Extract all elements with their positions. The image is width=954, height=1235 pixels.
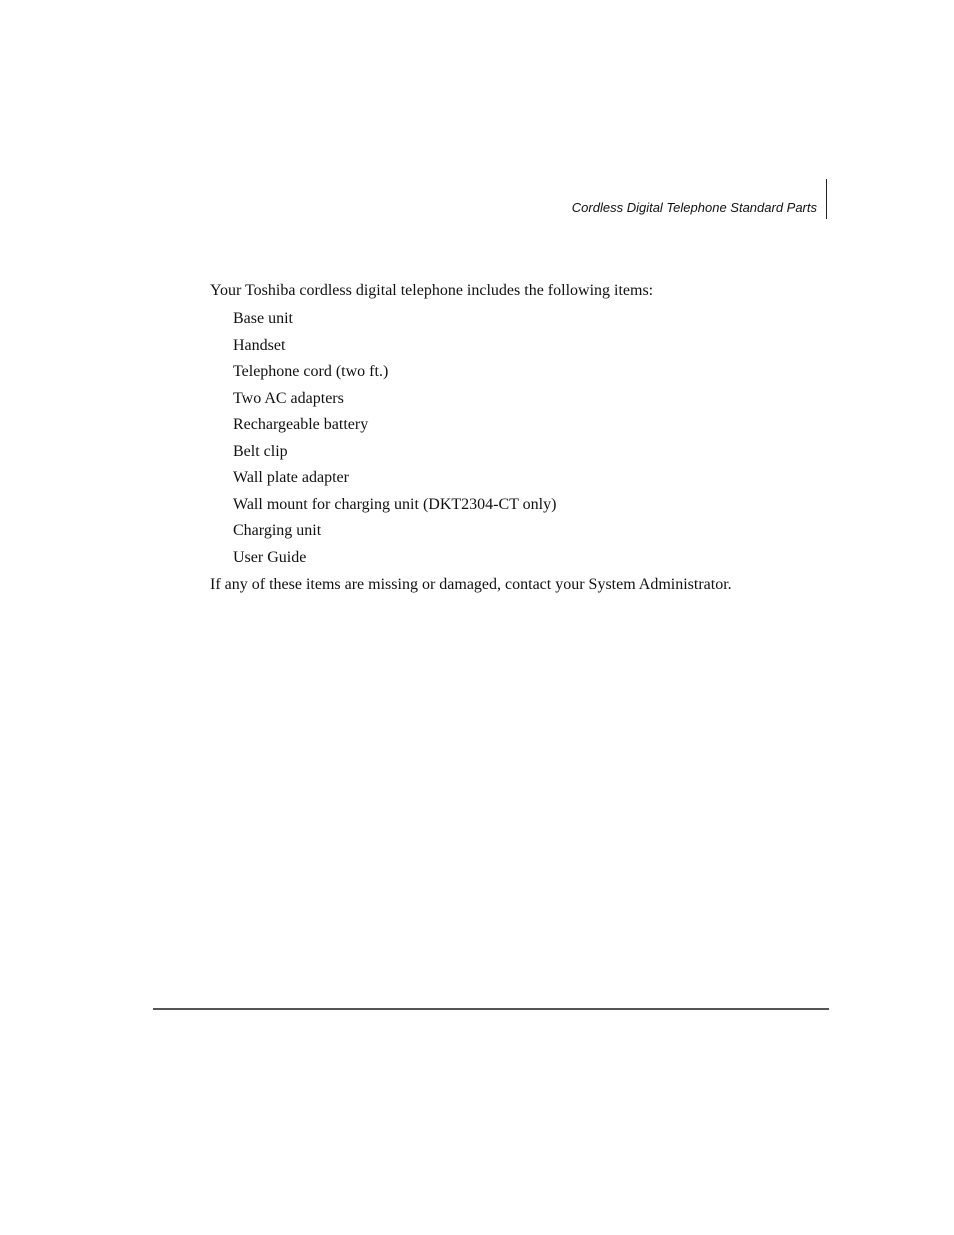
intro-paragraph: Your Toshiba cordless digital telephone includes the following items: bbox=[210, 282, 654, 299]
parts-list bbox=[210, 306, 830, 571]
header-rule bbox=[826, 179, 827, 219]
list-item: Belt clip bbox=[233, 442, 288, 460]
list-item: Two AC adapters bbox=[233, 389, 344, 407]
list-item: Telephone cord (two ft.) bbox=[233, 363, 389, 380]
list-item: Charging unit bbox=[233, 522, 322, 539]
list-item: User Guide bbox=[233, 548, 307, 566]
running-header: Cordless Digital Telephone Standard Parts bbox=[571, 200, 817, 215]
list-item: Base unit bbox=[233, 310, 293, 327]
list-item: Handset bbox=[233, 336, 286, 354]
list-item: Rechargeable battery bbox=[233, 416, 369, 433]
list-item: Wall mount for charging unit (DKT2304-CT only) bbox=[233, 495, 557, 513]
body-text bbox=[210, 280, 830, 598]
footer-rule bbox=[153, 1008, 829, 1010]
list-item: Wall plate adapter bbox=[233, 469, 349, 486]
closing-paragraph: If any of these items are missing or damaged, contact your System Administrator. bbox=[210, 576, 732, 593]
